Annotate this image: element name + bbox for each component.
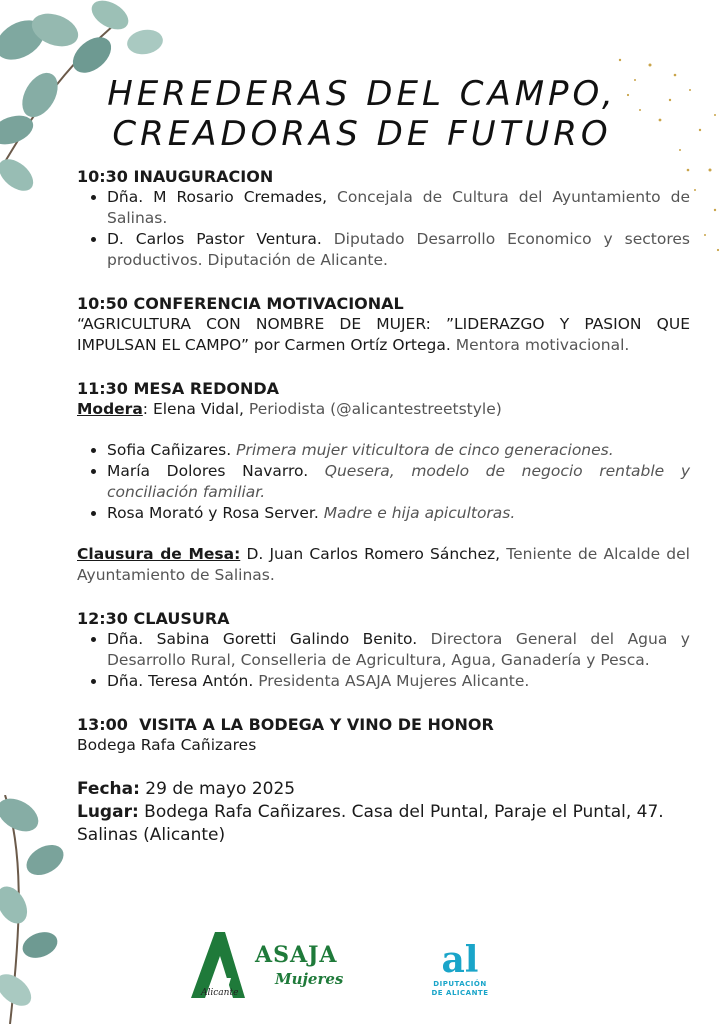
section-heading: 11:30 MESA REDONDA (77, 379, 280, 398)
closing-label: Clausura de Mesa: (77, 545, 241, 563)
place-line (77, 801, 690, 847)
closing-role: Teniente de Alcalde del Ayuntamiento de Salinas. (77, 545, 690, 584)
panelist-description: Quesera, modelo de negocio rentable y conciliación familiar. (107, 462, 690, 501)
date-label: Fecha: (77, 779, 140, 799)
event-info (77, 778, 690, 847)
place-value: Bodega Rafa Cañizares. Casa del Puntal, Paraje el Puntal, 47. Salinas (Alicante) (77, 802, 664, 845)
talk-title: “AGRICULTURA CON NOMBRE DE MUJER: ”LIDERAZGO Y PASION QUE IMPULSAN EL CAMPO” por Carmen Ortíz Ortega. (77, 315, 690, 354)
speaker-name: Dña. M Rosario Cremades, (107, 188, 328, 206)
closing-name: D. Juan Carlos Romero Sánchez, (246, 545, 501, 563)
asaja-subtitle: Mujeres (275, 970, 344, 988)
asaja-mujeres-logo (183, 928, 343, 1008)
section-mesa-redonda (77, 378, 690, 586)
list-item (107, 629, 690, 671)
section-heading: 10:30 INAUGURACION (77, 167, 274, 186)
diputacion-al-icon: al (441, 939, 479, 981)
moderator-line (77, 399, 690, 420)
title-line-2: CREADORAS DE FUTURO (112, 114, 612, 154)
list-item (107, 461, 690, 503)
closing-line (77, 544, 690, 586)
section-inauguracion (77, 166, 690, 271)
section-heading: 10:50 CONFERENCIA MOTIVACIONAL (77, 294, 404, 313)
diputacion-line-1: DIPUTACIÓN (433, 980, 487, 988)
section-heading: 12:30 CLAUSURA (77, 609, 230, 628)
page-title (0, 74, 724, 154)
list-item (107, 503, 690, 524)
title-line-1: HEREDERAS DEL CAMPO, (107, 74, 617, 114)
panelist-name: Sofia Cañizares. (107, 441, 232, 459)
section-conferencia (77, 293, 690, 356)
panelist-name: María Dolores Navarro. (107, 462, 309, 480)
date-value: 29 de mayo 2025 (139, 779, 296, 799)
speaker-role: Directora General del Agua y Desarrollo Rural, Conselleria de Agricultura, Agua, Ganadería y Pesca. (107, 630, 690, 669)
list-item (107, 671, 690, 692)
speaker-name: Dña. Sabina Goretti Galindo Benito. (107, 630, 418, 648)
visit-place: Bodega Rafa Cañizares (77, 736, 257, 754)
speaker-list (77, 187, 690, 271)
speaker-list (77, 629, 690, 692)
section-heading: 13:00 VISITA A LA BODEGA Y VINO DE HONOR (77, 715, 494, 734)
speaker-name: D. Carlos Pastor Ventura. (107, 230, 322, 248)
speaker-role: Mentora motivacional. (455, 336, 630, 354)
panelist-description: Madre e hija apicultoras. (323, 504, 516, 522)
panelist-name: Rosa Morató y Rosa Server. (107, 504, 319, 522)
place-label: Lugar: (77, 802, 139, 822)
panelist-list (77, 440, 690, 524)
asaja-signature: Alicante (201, 988, 239, 998)
moderator-role: Periodista (@alicantestreetstyle) (248, 400, 502, 418)
program-content (77, 166, 690, 847)
section-visita (77, 714, 690, 756)
speaker-role: Diputado Desarrollo Economico y sectores productivos. Diputación de Alicante. (107, 230, 690, 269)
asaja-wordmark: ASAJA (255, 942, 338, 968)
list-item (107, 440, 690, 461)
moderator-label: Modera (77, 400, 143, 418)
diputacion-line-2: DE ALICANTE (431, 989, 489, 997)
moderator-name: : Elena Vidal, (142, 400, 244, 418)
conference-description (77, 314, 690, 356)
speaker-role: Concejala de Cultura del Ayuntamiento de Salinas. (107, 188, 690, 227)
panelist-description: Primera mujer viticultora de cinco generaciones. (236, 441, 614, 459)
speaker-name: Dña. Teresa Antón. (107, 672, 254, 690)
eucalyptus-bottom-left-decoration (0, 795, 70, 1024)
diputacion-alicante-logo (420, 940, 500, 1010)
list-item (107, 229, 690, 271)
list-item (107, 187, 690, 229)
speaker-role: Presidenta ASAJA Mujeres Alicante. (258, 672, 530, 690)
date-line (77, 778, 690, 801)
section-clausura (77, 608, 690, 692)
